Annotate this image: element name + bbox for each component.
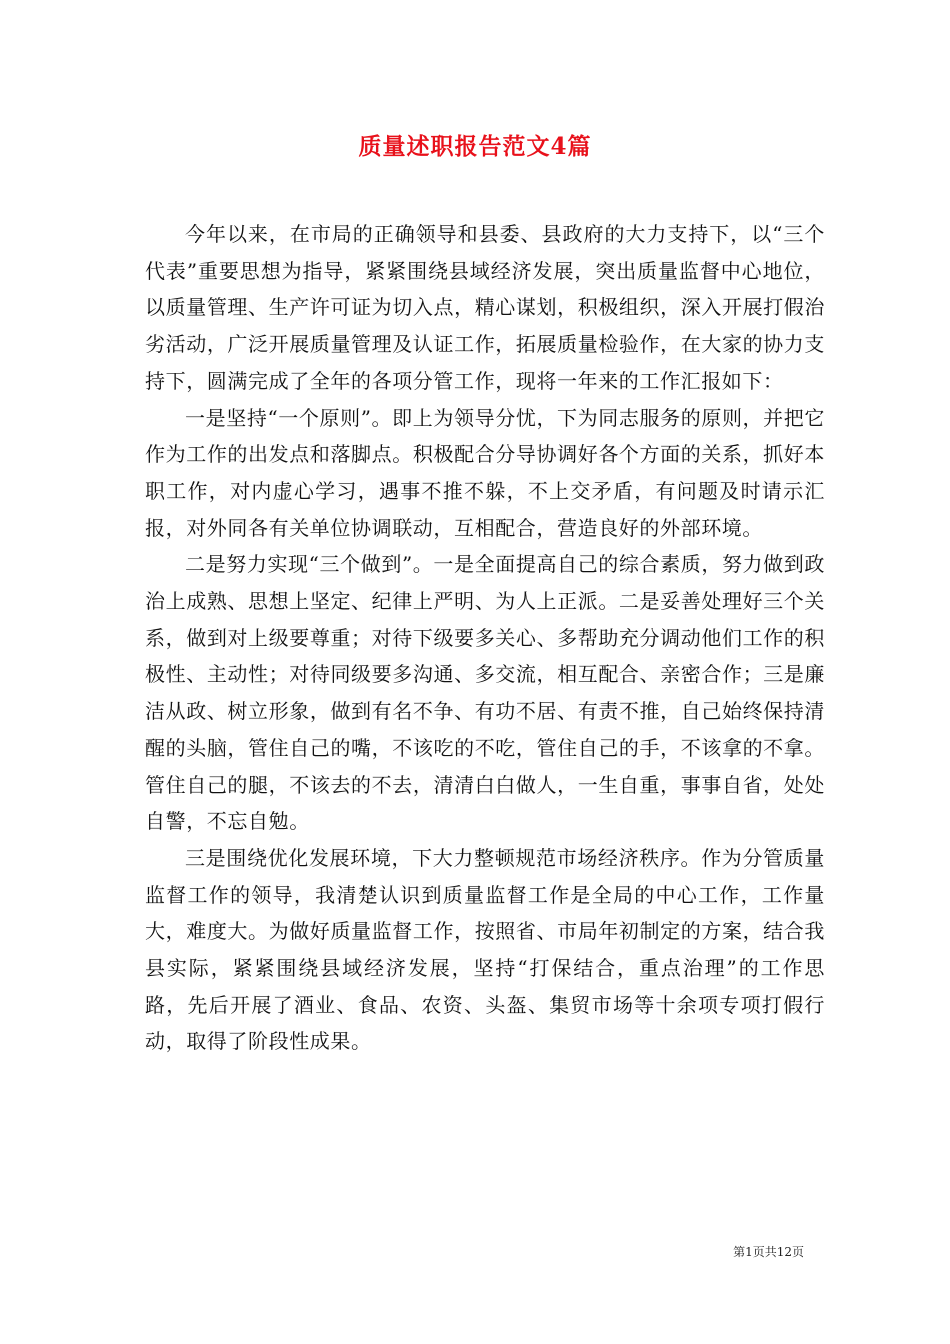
document-body <box>145 216 825 1060</box>
document-title: 质量述职报告范文4篇 <box>358 133 592 160</box>
page-number: 第1页共12页 <box>733 1245 804 1259</box>
paragraph-three-achievements: 二是努力实现“三个做到”。一是全面提高自己的综合素质，努力做到政治上成熟、思想上坚定、纪律上严明、为人上正派。二是妥善处理好三个关系，做到对上级要尊重；对待下级要多关心、多帮助充分调动他们工作的积极性、主动性；对待同级要多沟通、多交流，相互配合、亲密合作；三是廉洁从政、树立形象，做到有名不争、有功不居、有责不推，自己始终保持清醒的头脑，管住自己的嘴，不该吃的不吃，管住自己的手，不该拿的不拿。管住自己的腿，不该去的不去，清清白白做人，一生自重，事事自省，处处自警，不忘自勉。 <box>145 552 825 834</box>
paragraph-intro: 今年以来，在市局的正确领导和县委、县政府的大力支持下，以“三个代表”重要思想为指导，紧紧围绕县域经济发展，突出质量监督中心地位，以质量管理、生产许可证为切入点，精心谋划，积极组织，深入开展打假治劣活动，广泛开展质量管理及认证工作，拓展质量检验作，在大家的协力支持下，圆满完成了全年的各项分管工作，现将一年来的工作汇报如下： <box>145 222 825 393</box>
paragraph-one-principle: 一是坚持“一个原则”。即上为领导分忧，下为同志服务的原则，并把它作为工作的出发点和落脚点。积极配合分导协调好各个方面的关系，抓好本职工作，对内虚心学习，遇事不推不躲，不上交矛盾，有问题及时请示汇报，对外同各有关单位协调联动，互相配合，营造良好的外部环境。 <box>145 405 825 540</box>
paragraph-market-order: 三是围绕优化发展环境，下大力整顿规范市场经济秩序。作为分管质量监督工作的领导，我清楚认识到质量监督工作是全局的中心工作，工作量大，难度大。为做好质量监督工作，按照省、市局年初制定的方案，结合我县实际，紧紧围绕县域经济发展，坚持“打保结合，重点治理”的工作思路，先后开展了酒业、食品、农资、头盔、集贸市场等十余项专项打假行动，取得了阶段性成果。 <box>145 845 825 1054</box>
